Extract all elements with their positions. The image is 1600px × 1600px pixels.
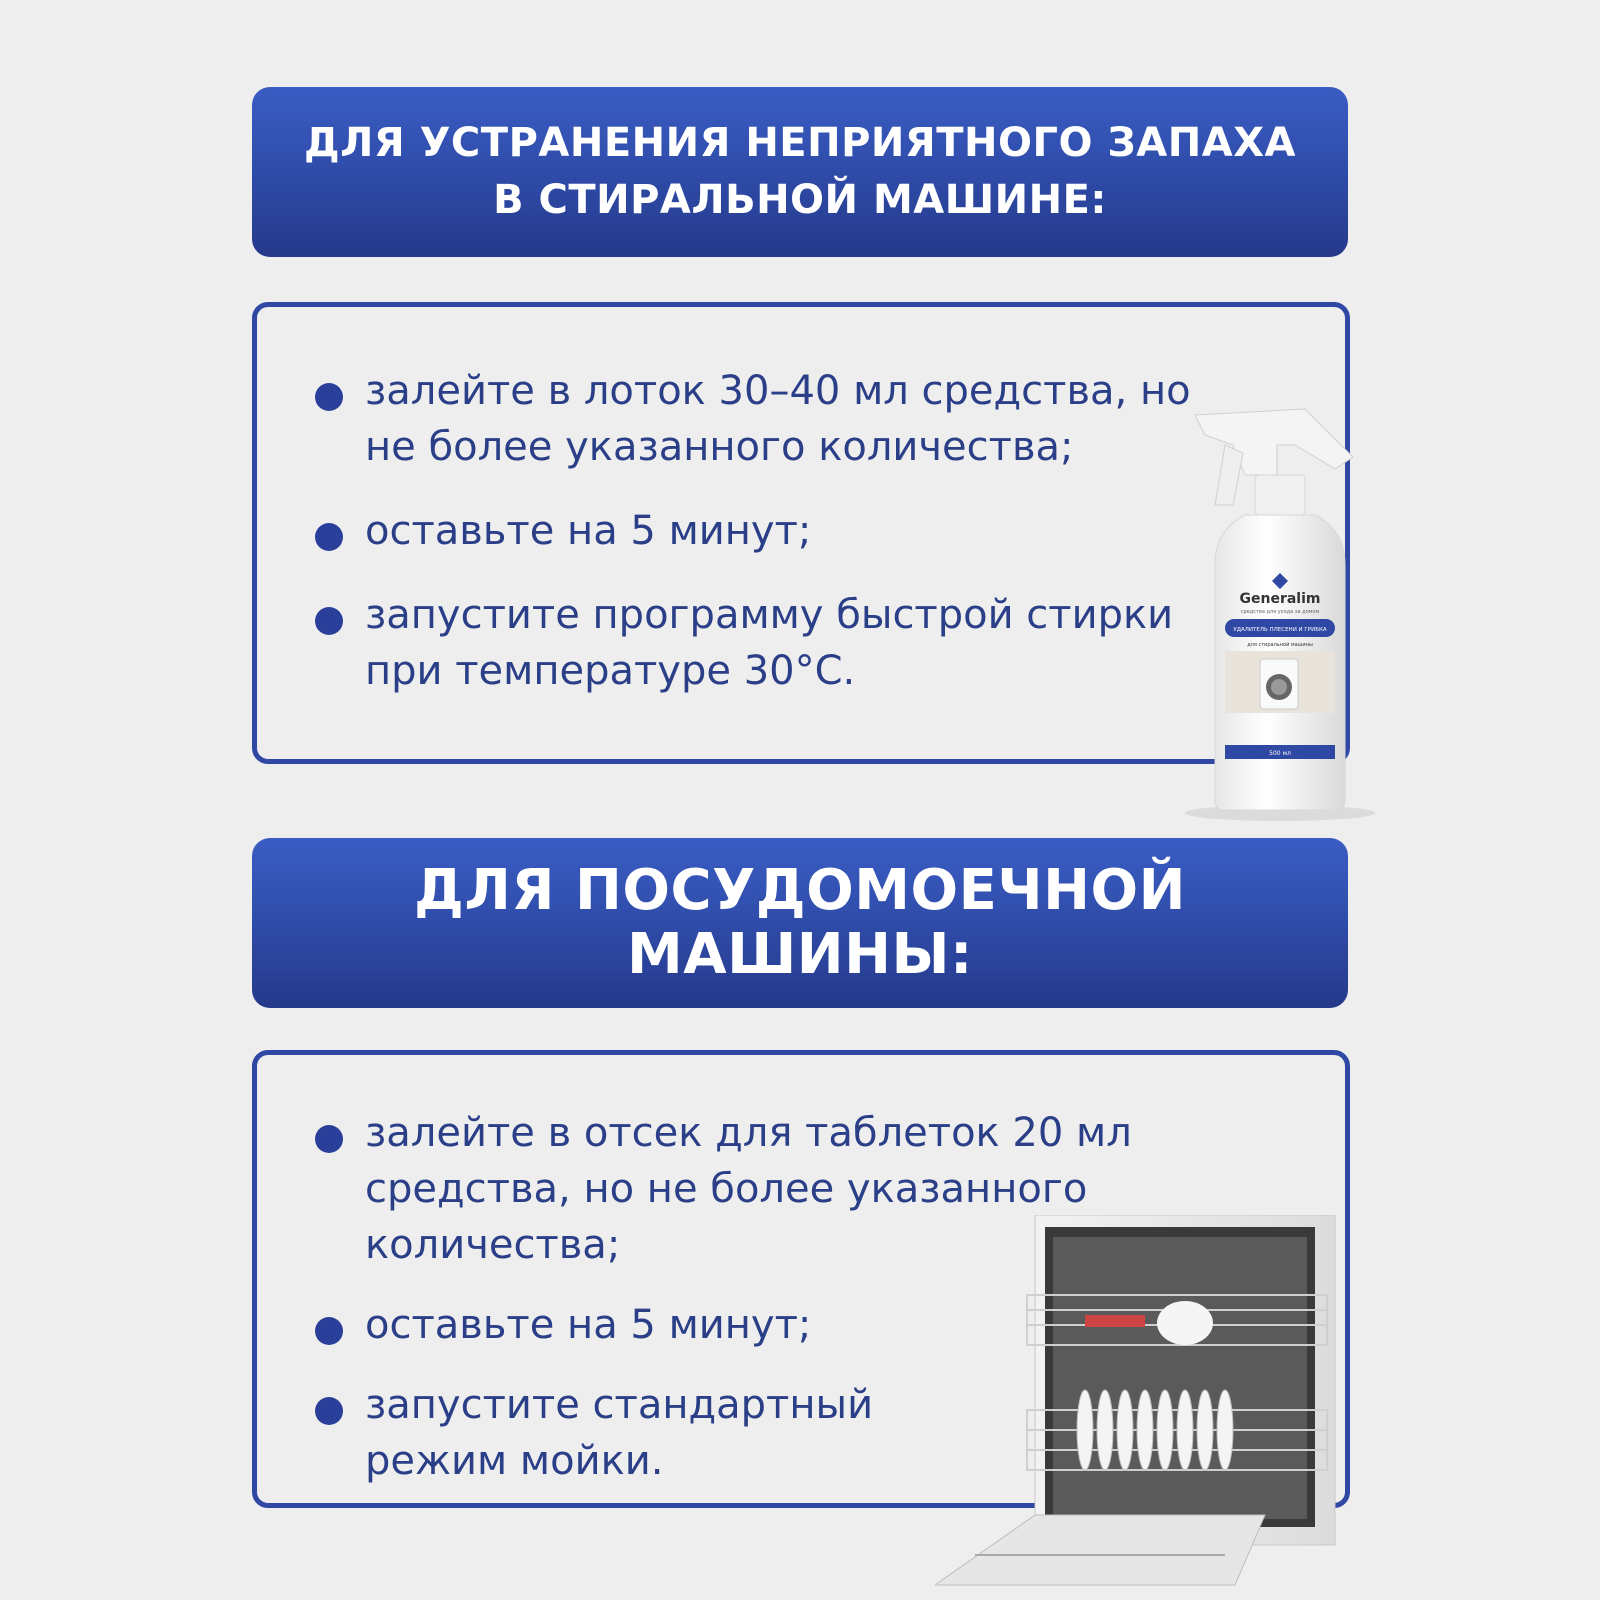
section1-title xyxy=(252,87,1348,257)
step-text: залейте в отсек для таблеток 20 мл средства, но не более указанного количества; xyxy=(365,1110,1132,1268)
bullet-icon xyxy=(315,1317,343,1345)
step-text: запустите стандартный режим мойки. xyxy=(365,1382,874,1484)
section2-title-line2: МАШИНЫ: xyxy=(627,922,973,987)
bottle-tagline: средства для ухода за домом xyxy=(1240,609,1320,615)
spray-bottle-image xyxy=(1185,405,1375,825)
step-text: оставьте на 5 минут; xyxy=(365,1302,812,1348)
bullet-icon xyxy=(315,1125,343,1153)
bottle-volume: 500 мл xyxy=(1269,750,1291,757)
section2-title xyxy=(252,838,1348,1008)
list-item xyxy=(315,587,1225,699)
bullet-icon xyxy=(315,1397,343,1425)
dishwasher-image xyxy=(935,1215,1365,1595)
list-item xyxy=(315,1377,925,1489)
bullet-icon xyxy=(315,383,343,411)
bottle-product: УДАЛИТЕЛЬ ПЛЕСЕНИ И ГРИБКА xyxy=(1233,627,1327,633)
bullet-icon xyxy=(315,607,343,635)
bullet-icon xyxy=(315,523,343,551)
step-text: оставьте на 5 минут; xyxy=(365,508,812,554)
section1-steps-list xyxy=(315,363,1225,727)
section1-title-line1: ДЛЯ УСТРАНЕНИЯ НЕПРИЯТНОГО ЗАПАХА xyxy=(304,120,1296,166)
section2-title-line1: ДЛЯ ПОСУДОМОЕЧНОЙ xyxy=(414,858,1186,923)
step-text: запустите программу быстрой стирки при температуре 30°С. xyxy=(365,592,1174,694)
list-item xyxy=(315,503,1225,559)
bottle-purpose: для стиральной машины xyxy=(1247,642,1313,648)
section1-title-line2: В СТИРАЛЬНОЙ МАШИНЕ: xyxy=(493,177,1107,223)
step-text: залейте в лоток 30–40 мл средства, но не более указанного количества; xyxy=(365,368,1191,470)
bottle-brand: Generalim xyxy=(1239,591,1321,607)
list-item xyxy=(315,363,1225,475)
